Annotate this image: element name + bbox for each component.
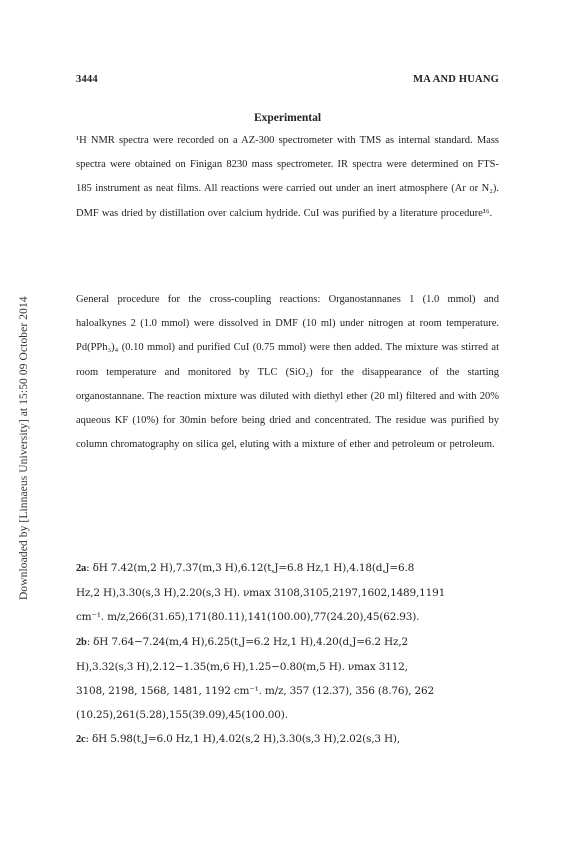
section-title: Experimental (253, 112, 322, 124)
compound-label: 2c (76, 734, 86, 746)
compound-2a-line-2: Hz,2 H),3.30(s,3 H),2.20(s,3 H). νmax 3108,3105,2197,1602,1489,1191 (76, 587, 446, 600)
compound-2b-line-2: H),3.32(s,3 H),2.12−1.35(m,6 H),1.25−0.80(m,5 H). νmax 3112, (76, 660, 408, 673)
compound-2b-line-3: 3108, 2198, 1568, 1481, 1192 cm⁻¹. m/z, 357 (12.37), 356 (8.76), 262 (76, 685, 434, 698)
download-watermark (18, 160, 32, 620)
compound-2b-line-4: (10.25),261(5.28),155(39.09),45(100.00). (76, 709, 288, 722)
general-procedure-paragraph: General procedure for the cross-coupling reactions: Organostannanes 1 (1.0 mmol) and haloalkynes 2 (1.0 mmol) were dissolved in DMF (10 ml) under nitrogen at room temperature. Pd(PPh₃)₄ (0.10 mmol) and purified CuI (0.75 mmol) were then added. The mixture was stirred at room temperature and monitored by TLC (SiO₂) for the disappearance of the starting organostannane. The reaction mixture was diluted with diethyl ether (20 ml) filtered and with 20% aqueous KF (10%) for 30min before being dried and concentrated. The residue was purified by column chromatography on silica gel, eluting with a mixture of ether and petroleum or petroleum. (76, 294, 499, 451)
compound-2a-line-1: 2a: δH 7.42(m,2 H),7.37(m,3 H),6.12(t,J=6.8 Hz,1 H),4.18(d,J=6.8 (76, 562, 415, 574)
compound-label: 2a (76, 563, 87, 574)
compound-2a-line-3: cm⁻¹. m/z,266(31.65),171(80.11),141(100.00),77(24.20),45(62.93). (76, 611, 420, 624)
compound-label: 2b (76, 636, 87, 648)
page-number: 3444 (76, 74, 98, 85)
compound-2c-line-1: 2c: δH 5.98(t,J=6.0 Hz,1 H),4.02(s,2 H),3.30(s,3 H),2.02(s,3 H), (76, 733, 400, 746)
running-head-authors: MA AND HUANG (413, 74, 499, 85)
compound-2b-line-1: 2b: δH 7.64−7.24(m,4 H),6.25(t,J=6.2 Hz,1 H),4.20(d,J=6.2 Hz,2 (76, 635, 408, 648)
compound-data-block (76, 556, 499, 753)
instrumentation-paragraph: ¹H NMR spectra were recorded on a AZ-300 spectrometer with TMS as internal standard. Mass spectra were obtained on Finigan 8230 mass spectrometer. IR spectra were determined on FTS-185 instrument as neat films. All reactions were carried out under an inert atmosphere (Ar or N₂). DMF was dried by distillation over calcium hydride. CuI was purified by a literature procedure¹⁶. (76, 135, 499, 219)
running-head (76, 74, 499, 90)
download-watermark-text: Downloaded by [Linnaeus University] at 15:50 09 October 2014 (18, 296, 30, 600)
